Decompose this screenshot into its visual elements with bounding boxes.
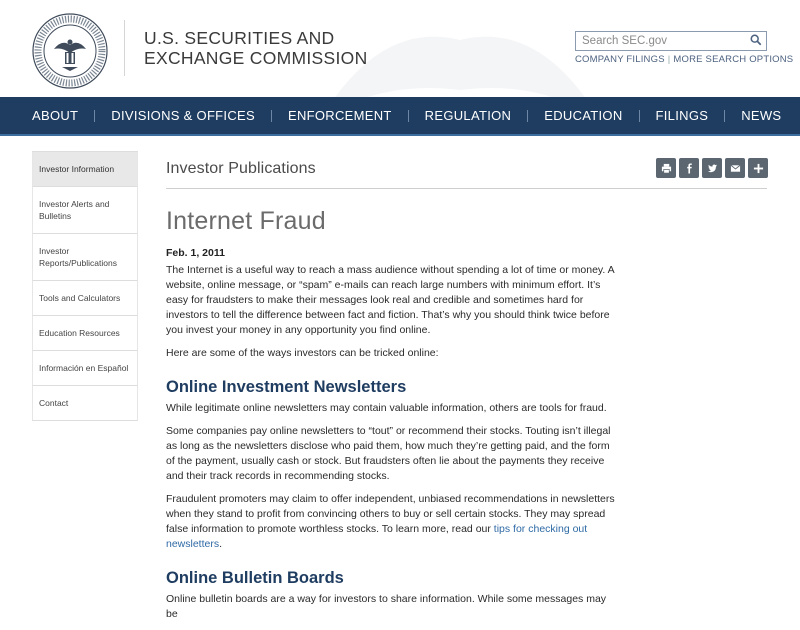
print-button[interactable]	[656, 158, 676, 178]
company-filings-link[interactable]: COMPANY FILINGS	[575, 54, 665, 65]
link-separator: |	[667, 54, 671, 65]
plus-icon	[753, 163, 764, 174]
search-icon	[750, 34, 762, 46]
search-button[interactable]	[749, 34, 763, 48]
nav-about[interactable]: ABOUT	[32, 108, 79, 123]
sidebar-item-education-resources[interactable]: Education Resources	[32, 316, 138, 351]
newsletters-paragraph-1: While legitimate online newsletters may contain valuable information, others are tools for fraud.	[166, 402, 607, 414]
newsletters-heading: Online Investment Newsletters	[166, 378, 407, 396]
sidebar-item-investor-information[interactable]: Investor Information	[32, 152, 138, 187]
sidebar-item-tools-calculators[interactable]: Tools and Calculators	[32, 281, 138, 316]
share-toolbar	[656, 158, 768, 178]
more-search-options-link[interactable]: MORE SEARCH OPTIONS	[673, 54, 794, 65]
more-share-button[interactable]	[748, 158, 768, 178]
page-title: Internet Fraud	[166, 207, 326, 235]
sidebar-item-espanol[interactable]: Información en Español	[32, 351, 138, 386]
nav-filings[interactable]: FILINGS	[655, 108, 709, 123]
twitter-share-button[interactable]	[702, 158, 722, 178]
newsletters-p3-text: Fraudulent promoters may claim to offer independent, unbiased recommendations in newsletters when they stand to profit from convincing others to buy or sell certain stocks. They may spread false information to promote worthless stocks. To learn more, read our	[166, 493, 615, 535]
publication-date: Feb. 1, 2011	[166, 247, 225, 259]
agency-name-line1: U.S. SECURITIES AND	[144, 28, 335, 48]
nav-divisions-offices[interactable]: DIVISIONS & OFFICES	[111, 108, 255, 123]
header-divider	[124, 20, 125, 76]
sec-seal-logo[interactable]	[32, 13, 108, 89]
search-links	[575, 54, 794, 65]
agency-name-line2: EXCHANGE COMMISSION	[144, 48, 368, 68]
article-content	[166, 205, 618, 630]
newsletters-paragraph-3	[166, 492, 618, 552]
nav-news[interactable]: NEWS	[741, 108, 782, 123]
bulletin-boards-heading: Online Bulletin Boards	[166, 569, 344, 587]
sidebar-item-investor-reports[interactable]: Investor Reports/Publications	[32, 234, 138, 281]
search-box	[575, 31, 767, 51]
nav-regulation[interactable]: REGULATION	[424, 108, 512, 123]
print-icon	[661, 163, 672, 174]
section-title: Investor Publications	[166, 160, 316, 177]
sidebar-item-investor-alerts[interactable]: Investor Alerts and Bulletins	[32, 187, 138, 234]
email-share-button[interactable]	[725, 158, 745, 178]
nav-enforcement[interactable]: ENFORCEMENT	[287, 108, 392, 123]
nav-education[interactable]: EDUCATION	[544, 108, 623, 123]
lead-in-paragraph: Here are some of the ways investors can be tricked online:	[166, 347, 439, 359]
newsletters-paragraph-2: Some companies pay online newsletters to “tout” or recommend their stocks. Touting isn’t illegal as long as the newsletters disclose who paid them, how much they’re getting paid, and the form of the payment, usually cash or stock. But fraudsters often lie about the payments they receive and their track records in recommending stocks.	[166, 425, 611, 482]
facebook-icon	[684, 163, 695, 174]
sidebar-item-contact[interactable]: Contact	[32, 386, 138, 421]
email-icon	[730, 163, 741, 174]
twitter-icon	[707, 163, 718, 174]
newsletter-tips-link[interactable]: tips for checking out newsletters	[166, 523, 588, 550]
main-nav	[0, 97, 800, 136]
section-divider	[166, 188, 767, 189]
agency-name[interactable]	[144, 28, 368, 68]
search-input[interactable]	[576, 32, 746, 50]
facebook-share-button[interactable]	[679, 158, 699, 178]
bulletin-boards-paragraph-1: Online bulletin boards are a way for investors to share information. While some messages may be	[166, 593, 607, 620]
intro-paragraph: The Internet is a useful way to reach a mass audience without spending a lot of time or money. A website, online message, or “spam” e-mails can reach large numbers with minimum effort. It’s easy for fraudsters to make their messages look real and credible and sometimes hard for investors to tell the difference between fact and fiction. That’s why you should think twice before you invest your money in any opportunity you find online.	[166, 264, 615, 336]
newsletters-p3-end: .	[219, 538, 223, 550]
site-header	[0, 0, 800, 97]
sidebar-nav	[32, 151, 138, 421]
